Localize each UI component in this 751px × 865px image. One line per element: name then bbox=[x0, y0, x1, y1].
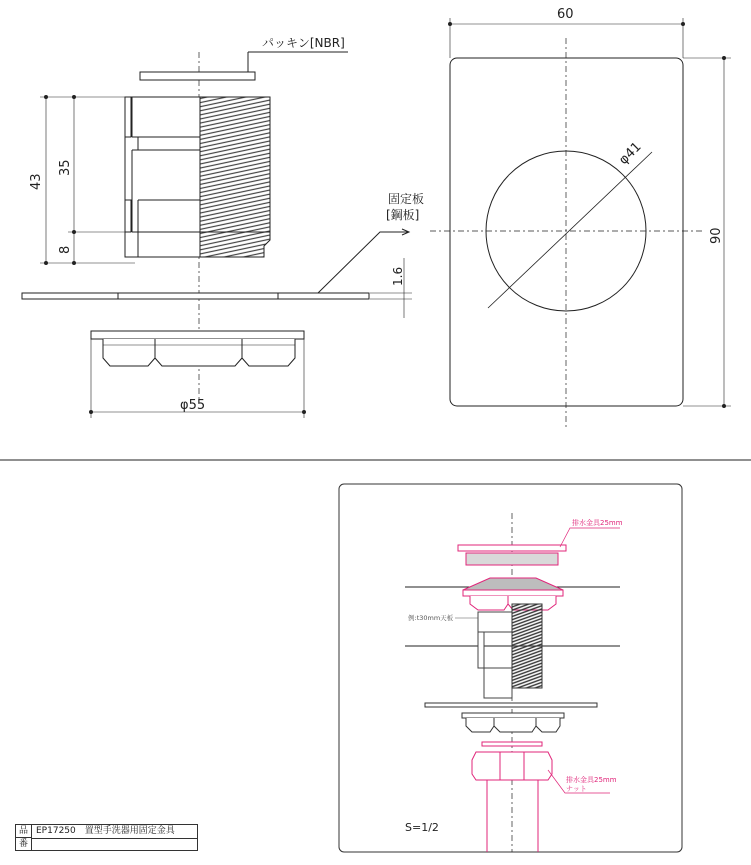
dim-8-label: 8 bbox=[58, 245, 73, 254]
plate-label-line1: 固定板 bbox=[388, 192, 425, 206]
title-block-divider bbox=[32, 838, 197, 839]
scale-label: S=1/2 bbox=[405, 821, 439, 834]
nut-flange bbox=[91, 331, 304, 339]
dim-35-label: 35 bbox=[58, 159, 73, 176]
dim-43-label: 43 bbox=[29, 173, 44, 190]
fitting-body bbox=[125, 97, 200, 257]
drain-washer bbox=[482, 742, 542, 746]
title-block bbox=[15, 824, 198, 851]
product-number: EP17250 置型手洗器用固定金具 bbox=[36, 826, 175, 836]
label-counter: 例:t30mm天板 bbox=[408, 614, 454, 622]
drain-nut bbox=[472, 752, 552, 780]
packing-label: パッキン[NBR] bbox=[262, 36, 345, 50]
assembly-nut-flange bbox=[462, 713, 564, 718]
assembly-plate bbox=[425, 703, 597, 707]
drain-cap-gasket bbox=[466, 553, 558, 565]
threaded-part bbox=[200, 97, 270, 232]
dim-60-label: 60 bbox=[557, 7, 574, 22]
title-block-key-2: 番 bbox=[16, 838, 32, 851]
assembly-thread bbox=[512, 604, 542, 688]
dim-41-label: φ41 bbox=[616, 139, 645, 168]
nut-body bbox=[103, 339, 295, 366]
title-block-key-1: 品 bbox=[16, 825, 32, 838]
assembly-view bbox=[339, 484, 682, 852]
fixing-plate bbox=[22, 293, 369, 299]
plate-outline bbox=[450, 58, 683, 406]
label-drain-nut-2: ナット bbox=[566, 785, 587, 793]
dim-55-label: φ55 bbox=[180, 398, 206, 413]
side-view bbox=[22, 52, 412, 418]
dim-90-label: 90 bbox=[709, 227, 724, 244]
drain-cap bbox=[458, 545, 566, 551]
plate-label-line2: [鋼板] bbox=[386, 208, 420, 222]
plate-plan-view bbox=[430, 18, 731, 428]
label-drain-nut-1: 排水金具25mm bbox=[566, 776, 617, 784]
packing bbox=[140, 72, 255, 80]
label-drain-fitting: 排水金具25mm bbox=[572, 519, 623, 527]
dim-1-6-label: 1.6 bbox=[391, 266, 405, 286]
